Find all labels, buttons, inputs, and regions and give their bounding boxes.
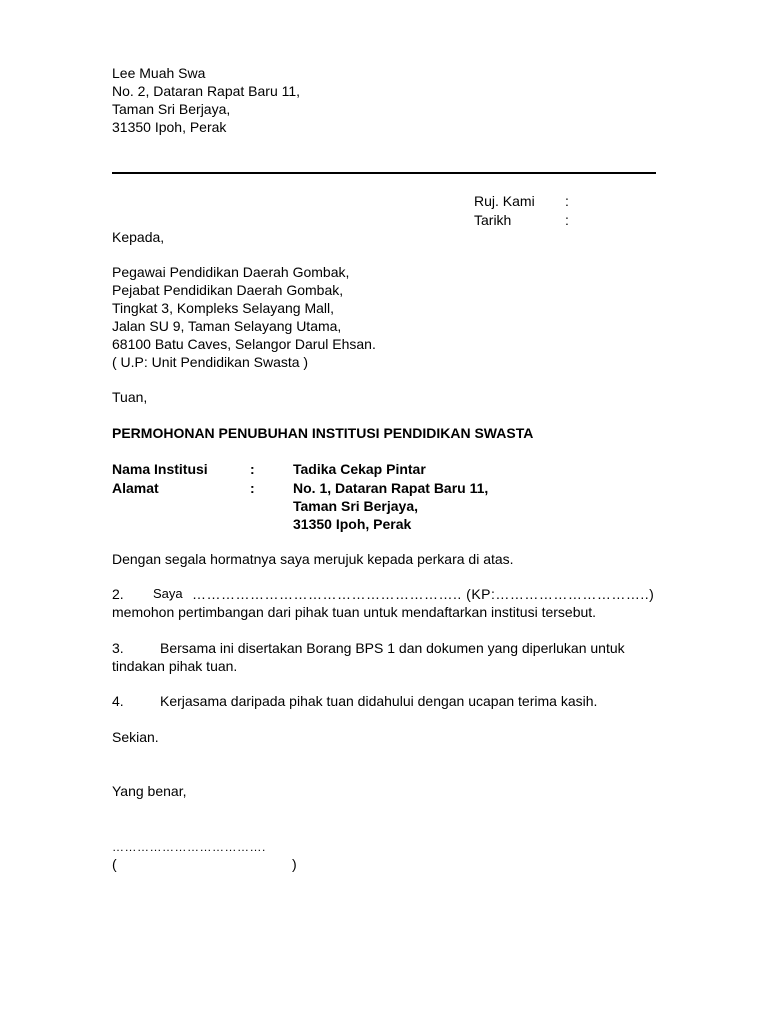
kepada-label: Kepada, (112, 229, 165, 245)
signature-line: ………………………………. (112, 840, 266, 854)
recipient-line: 68100 Batu Caves, Selangor Darul Ehsan. (112, 336, 376, 352)
alamat-label: Alamat (112, 480, 159, 496)
letter-subject: PERMOHONAN PENUBUHAN INSTITUSI PENDIDIKAN SWASTA (112, 425, 534, 441)
ruj-kami-label: Ruj. Kami (474, 193, 535, 209)
alamat-line: 31350 Ipoh, Perak (293, 516, 412, 532)
signatory-name-close: ) (292, 856, 297, 872)
sender-name: Lee Muah Swa (112, 65, 206, 81)
recipient-address (112, 263, 376, 371)
paragraph-2-saya: Saya (153, 586, 183, 601)
recipient-line: Pejabat Pendidikan Daerah Gombak, (112, 282, 344, 298)
alamat-line: No. 1, Dataran Rapat Baru 11, (293, 480, 489, 496)
paragraph-3-line-2: tindakan pihak tuan. (112, 658, 238, 674)
ruj-kami-colon: : (565, 193, 569, 209)
sender-address-line: 31350 Ipoh, Perak (112, 119, 227, 135)
sender-address-line: Taman Sri Berjaya, (112, 101, 231, 117)
applicant-name-field: ……………………………………………….. (KP:…………………………..) (192, 586, 655, 602)
sender-address-line: No. 2, Dataran Rapat Baru 11, (112, 83, 301, 99)
yang-benar: Yang benar, (112, 783, 187, 799)
alamat-value (293, 479, 488, 533)
paragraph-3-number: 3. (112, 640, 124, 656)
nama-institusi-label: Nama Institusi (112, 461, 208, 477)
sender-address (112, 64, 300, 136)
header-divider (112, 172, 656, 174)
paragraph-2-line-2: memohon pertimbangan dari pihak tuan untuk mendaftarkan institusi tersebut. (112, 604, 597, 620)
signatory-name-open: ( (112, 856, 117, 872)
greeting: Tuan, (112, 389, 148, 405)
paragraph-4-line-1: Kerjasama daripada pihak tuan didahului dengan ucapan terima kasih. (160, 693, 598, 709)
recipient-line: Jalan SU 9, Taman Selayang Utama, (112, 318, 342, 334)
recipient-line: Tingkat 3, Kompleks Selayang Mall, (112, 300, 335, 316)
nama-institusi-colon: : (250, 461, 255, 477)
tarikh-colon: : (565, 212, 569, 228)
alamat-line: Taman Sri Berjaya, (293, 498, 419, 514)
alamat-colon: : (250, 480, 255, 496)
sekian: Sekian. (112, 729, 159, 745)
intro-paragraph: Dengan segala hormatnya saya merujuk kepada perkara di atas. (112, 551, 514, 567)
recipient-line: ( U.P: Unit Pendidikan Swasta ) (112, 354, 309, 370)
nama-institusi-value: Tadika Cekap Pintar (293, 461, 426, 477)
recipient-line: Pegawai Pendidikan Daerah Gombak, (112, 264, 350, 280)
tarikh-label: Tarikh (474, 212, 512, 228)
paragraph-4-number: 4. (112, 693, 124, 709)
paragraph-2-number: 2. (112, 586, 124, 602)
paragraph-3-line-1: Bersama ini disertakan Borang BPS 1 dan dokumen yang diperlukan untuk (160, 640, 625, 656)
